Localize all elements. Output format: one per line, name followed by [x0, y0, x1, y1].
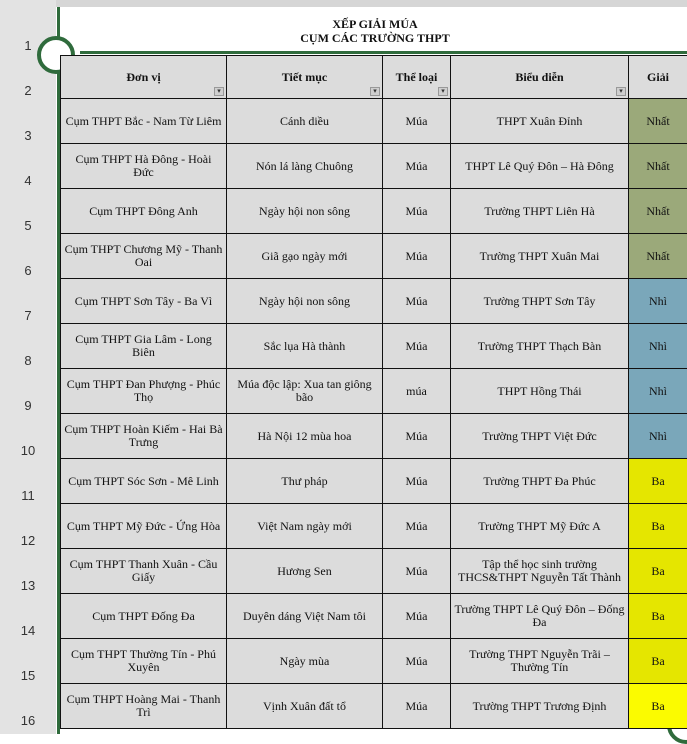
header-performer-label: Biểu diễn: [515, 70, 563, 84]
row-number[interactable]: 9: [0, 398, 56, 413]
row-number[interactable]: 10: [0, 443, 56, 458]
cell-performer[interactable]: Trường THPT Trương Định: [451, 684, 629, 729]
cell-unit[interactable]: Cụm THPT Hoàn Kiếm - Hai Bà Trưng: [61, 414, 227, 459]
row-number[interactable]: 3: [0, 128, 56, 143]
cell-item[interactable]: Cánh diều: [227, 99, 383, 144]
row-number[interactable]: 7: [0, 308, 56, 323]
row-number[interactable]: 13: [0, 578, 56, 593]
cell-prize[interactable]: Nhì: [629, 414, 687, 459]
cell-performer[interactable]: Trường THPT Nguyễn Trãi – Thường Tín: [451, 639, 629, 684]
table-row: [61, 639, 687, 684]
cell-unit[interactable]: Cụm THPT Hà Đông - Hoài Đức: [61, 144, 227, 189]
header-type-label: Thể loại: [396, 70, 438, 84]
table-row: [61, 549, 687, 594]
cell-unit[interactable]: Cụm THPT Sơn Tây - Ba Vì: [61, 279, 227, 324]
cell-item[interactable]: Ngày hội non sông: [227, 189, 383, 234]
table-row: [61, 684, 687, 729]
table-row: [61, 99, 687, 144]
cell-type[interactable]: Múa: [383, 639, 451, 684]
header-unit-label: Đơn vị: [126, 70, 160, 84]
cell-type[interactable]: Múa: [383, 234, 451, 279]
filter-dropdown-icon[interactable]: ▾: [370, 87, 380, 96]
cell-type[interactable]: Múa: [383, 594, 451, 639]
cell-type[interactable]: Múa: [383, 189, 451, 234]
cell-item[interactable]: Thư pháp: [227, 459, 383, 504]
cell-item[interactable]: Nón lá làng Chuông: [227, 144, 383, 189]
cell-prize[interactable]: Ba: [629, 459, 687, 504]
title-line-1: XẾP GIẢI MÚA: [60, 17, 687, 31]
cell-item[interactable]: Ngày mùa: [227, 639, 383, 684]
cell-performer[interactable]: THPT Hồng Thái: [451, 369, 629, 414]
cell-type[interactable]: Múa: [383, 99, 451, 144]
row-number[interactable]: 6: [0, 263, 56, 278]
row-number[interactable]: 5: [0, 218, 56, 233]
title-underline: [80, 51, 687, 54]
cell-item[interactable]: Duyên dáng Việt Nam tôi: [227, 594, 383, 639]
cell-item[interactable]: Sắc lụa Hà thành: [227, 324, 383, 369]
table-row: [61, 369, 687, 414]
cell-unit[interactable]: Cụm THPT Đông Anh: [61, 189, 227, 234]
cell-prize[interactable]: Nhì: [629, 324, 687, 369]
cell-prize[interactable]: Ba: [629, 684, 687, 729]
header-prize-label: Giải: [647, 70, 669, 84]
table-row: [61, 324, 687, 369]
table-row: [61, 504, 687, 549]
cell-unit[interactable]: Cụm THPT Đống Đa: [61, 594, 227, 639]
cell-unit[interactable]: Cụm THPT Sóc Sơn - Mê Linh: [61, 459, 227, 504]
cell-prize[interactable]: Ba: [629, 594, 687, 639]
cell-item[interactable]: Múa độc lập: Xua tan giông bão: [227, 369, 383, 414]
cell-performer[interactable]: Trường THPT Việt Đức: [451, 414, 629, 459]
cell-performer[interactable]: Trường THPT Đa Phúc: [451, 459, 629, 504]
cell-unit[interactable]: Cụm THPT Chương Mỹ - Thanh Oai: [61, 234, 227, 279]
cell-prize[interactable]: Nhì: [629, 369, 687, 414]
table-row: [61, 279, 687, 324]
table-row: [61, 234, 687, 279]
cell-prize[interactable]: Nhất: [629, 99, 687, 144]
cell-unit[interactable]: Cụm THPT Thanh Xuân - Cầu Giấy: [61, 549, 227, 594]
cell-type[interactable]: Múa: [383, 414, 451, 459]
cell-item[interactable]: Giã gạo ngày mới: [227, 234, 383, 279]
row-number[interactable]: 4: [0, 173, 56, 188]
awards-table: [60, 55, 687, 729]
cell-performer[interactable]: Trường THPT Mỹ Đức A: [451, 504, 629, 549]
table-row: [61, 459, 687, 504]
sheet-title: [60, 17, 687, 45]
cell-prize[interactable]: Nhất: [629, 189, 687, 234]
cell-item[interactable]: Vịnh Xuân đất tổ: [227, 684, 383, 729]
cell-type[interactable]: Múa: [383, 504, 451, 549]
header-type[interactable]: [383, 56, 451, 99]
title-line-2: CỤM CÁC TRƯỜNG THPT: [60, 31, 687, 45]
row-number[interactable]: 14: [0, 623, 56, 638]
header-row: [61, 56, 687, 99]
cell-prize[interactable]: Nhất: [629, 234, 687, 279]
cell-performer[interactable]: Trường THPT Liên Hà: [451, 189, 629, 234]
cell-prize[interactable]: Ba: [629, 639, 687, 684]
cell-performer[interactable]: Trường THPT Sơn Tây: [451, 279, 629, 324]
table-row: [61, 414, 687, 459]
cell-unit[interactable]: Cụm THPT Hoàng Mai - Thanh Trì: [61, 684, 227, 729]
cell-unit[interactable]: Cụm THPT Thường Tín - Phú Xuyên: [61, 639, 227, 684]
header-performer[interactable]: [451, 56, 629, 99]
cell-type[interactable]: Múa: [383, 549, 451, 594]
row-number[interactable]: 15: [0, 668, 56, 683]
cell-performer[interactable]: Tập thể học sinh trường THCS&THPT Nguyễn Tất Thành: [451, 549, 629, 594]
row-number[interactable]: 11: [0, 488, 56, 503]
cell-performer[interactable]: Trường THPT Lê Quý Đôn – Đống Đa: [451, 594, 629, 639]
cell-unit[interactable]: Cụm THPT Bắc - Nam Từ Liêm: [61, 99, 227, 144]
cell-item[interactable]: Việt Nam ngày mới: [227, 504, 383, 549]
cell-unit[interactable]: Cụm THPT Đan Phượng - Phúc Thọ: [61, 369, 227, 414]
row-number[interactable]: 12: [0, 533, 56, 548]
cell-type[interactable]: Múa: [383, 459, 451, 504]
cell-type[interactable]: Múa: [383, 279, 451, 324]
cell-performer[interactable]: THPT Lê Quý Đôn – Hà Đông: [451, 144, 629, 189]
header-item[interactable]: [227, 56, 383, 99]
sheet-top-band: [0, 0, 687, 7]
cell-item[interactable]: Ngày hội non sông: [227, 279, 383, 324]
row-number[interactable]: 1: [0, 38, 56, 53]
cell-performer[interactable]: THPT Xuân Đỉnh: [451, 99, 629, 144]
cell-type[interactable]: Múa: [383, 144, 451, 189]
table-row: [61, 594, 687, 639]
cell-unit[interactable]: Cụm THPT Gia Lâm - Long Biên: [61, 324, 227, 369]
cell-prize[interactable]: Ba: [629, 504, 687, 549]
header-item-label: Tiết mục: [282, 70, 327, 84]
cell-item[interactable]: Hà Nội 12 mùa hoa: [227, 414, 383, 459]
row-number[interactable]: 8: [0, 353, 56, 368]
cell-unit[interactable]: Cụm THPT Mỹ Đức - Ứng Hòa: [61, 504, 227, 549]
cell-type[interactable]: Múa: [383, 684, 451, 729]
filter-dropdown-icon[interactable]: ▾: [438, 87, 448, 96]
cell-item[interactable]: Hương Sen: [227, 549, 383, 594]
header-prize[interactable]: [629, 56, 687, 99]
cell-performer[interactable]: Trường THPT Xuân Mai: [451, 234, 629, 279]
cell-prize[interactable]: Nhất: [629, 144, 687, 189]
cell-type[interactable]: múa: [383, 369, 451, 414]
filter-dropdown-icon[interactable]: ▾: [214, 87, 224, 96]
cell-prize[interactable]: Nhì: [629, 279, 687, 324]
row-number[interactable]: 2: [0, 83, 56, 98]
table-row: [61, 189, 687, 234]
cell-prize[interactable]: Ba: [629, 549, 687, 594]
header-unit[interactable]: [61, 56, 227, 99]
filter-dropdown-icon[interactable]: ▾: [616, 87, 626, 96]
cell-performer[interactable]: Trường THPT Thạch Bàn: [451, 324, 629, 369]
row-number[interactable]: 16: [0, 713, 56, 728]
cell-type[interactable]: Múa: [383, 324, 451, 369]
table-row: [61, 144, 687, 189]
